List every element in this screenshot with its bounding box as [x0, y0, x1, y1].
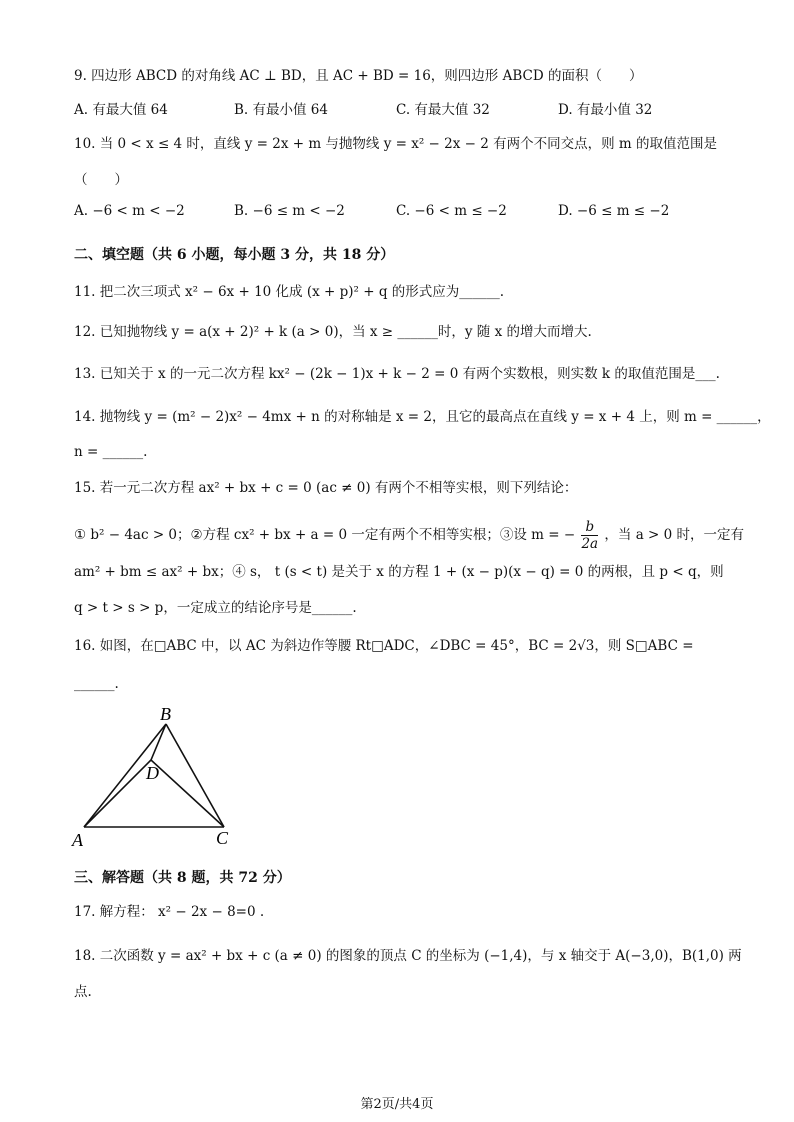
label-a: A	[72, 830, 83, 850]
q15-fraction-denominator: 2a	[581, 536, 599, 552]
q15-fraction-numerator: b	[581, 519, 598, 536]
q10-option-d: D. −6 ≤ m ≤ −2	[558, 203, 670, 219]
q15-line2	[74, 519, 744, 552]
q10-option-b: B. −6 ≤ m < −2	[234, 203, 345, 219]
q17: 17. 解方程： x² − 2x − 8=0 .	[74, 904, 265, 920]
q9-option-b: B. 有最小值 64	[234, 102, 328, 118]
q15-line2-part-b: ，当 a > 0 时，一定有	[604, 527, 745, 543]
q15-line1: 15. 若一元二次方程 ax² + bx + c = 0 (ac ≠ 0) 有两个不相等实根，则下列结论：	[74, 480, 578, 496]
q11: 11. 把二次三项式 x² − 6x + 10 化成 (x + p)² + q 的形式应为______.	[74, 284, 505, 300]
q13: 13. 已知关于 x 的一元二次方程 kx² − (2k − 1)x + k − 2 = 0 有两个实数根，则实数 k 的取值范围是___.	[74, 366, 720, 382]
q16-line1: 16. 如图，在□ABC 中，以 AC 为斜边作等腰 Rt□ADC，∠DBC = 45°，BC = 2√3，则 S□ABC =	[74, 638, 694, 654]
q12: 12. 已知抛物线 y = a(x + 2)² + k (a > 0)，当 x ≥ ______时，y 随 x 的增大而增大.	[74, 324, 592, 340]
q10-option-a: A. −6 < m < −2	[74, 203, 185, 219]
q10-paren: （ ）	[74, 172, 128, 188]
q9-option-a: A. 有最大值 64	[74, 102, 168, 118]
q15-fraction	[581, 519, 598, 552]
label-c: C	[216, 828, 229, 848]
q9-option-d: D. 有最小值 32	[558, 102, 653, 118]
segment-bd	[151, 724, 166, 760]
q9-stem: 9. 四边形 ABCD 的对角线 AC ⊥ BD，且 AC + BD = 16，则四边形 ABCD 的面积（ ）	[74, 68, 643, 84]
q15-line2-part-a: ① b² − 4ac > 0；②方程 cx² + bx + a = 0 一定有两个不相等实根；③设 m = −	[74, 527, 576, 543]
triangle-figure	[66, 700, 266, 850]
q10-stem: 10. 当 0 < x ≤ 4 时，直线 y = 2x + m 与抛物线 y = x² − 2x − 2 有两个不同交点，则 m 的取值范围是	[74, 136, 718, 152]
q14-line1: 14. 抛物线 y = (m² − 2)x² − 4mx + n 的对称轴是 x = 2，且它的最高点在直线 y = x + 4 上，则 m = ______，	[74, 409, 771, 425]
page-footer: 第2页/共4页	[360, 1097, 434, 1112]
section-2-heading: 二、填空题（共 6 小题，每小题 3 分，共 18 分）	[74, 247, 395, 263]
q15-line3: am² + bm ≤ ax² + bx；④ s， t (s < t) 是关于 x 的方程 1 + (x − p)(x − q) = 0 的两根，且 p < q，则	[74, 564, 724, 580]
label-d: D	[146, 763, 159, 783]
q9-option-c: C. 有最大值 32	[396, 102, 490, 118]
q16-line2: ______.	[74, 676, 119, 692]
q18-line2: 点.	[74, 984, 92, 1000]
q14-line2: n = ______.	[74, 444, 148, 460]
q15-line4: q > t > s > p，一定成立的结论序号是______.	[74, 600, 357, 616]
q10-option-c: C. −6 < m ≤ −2	[396, 203, 507, 219]
segment-dc	[151, 760, 224, 827]
section-3-heading: 三、解答题（共 8 题，共 72 分）	[74, 870, 291, 886]
q18-line1: 18. 二次函数 y = ax² + bx + c (a ≠ 0) 的图象的顶点 C 的坐标为 (−1,4)，与 x 轴交于 A(−3,0)，B(1,0) 两	[74, 948, 742, 964]
segment-bc	[166, 724, 224, 827]
segment-ad	[84, 760, 151, 827]
label-b: B	[160, 704, 171, 724]
